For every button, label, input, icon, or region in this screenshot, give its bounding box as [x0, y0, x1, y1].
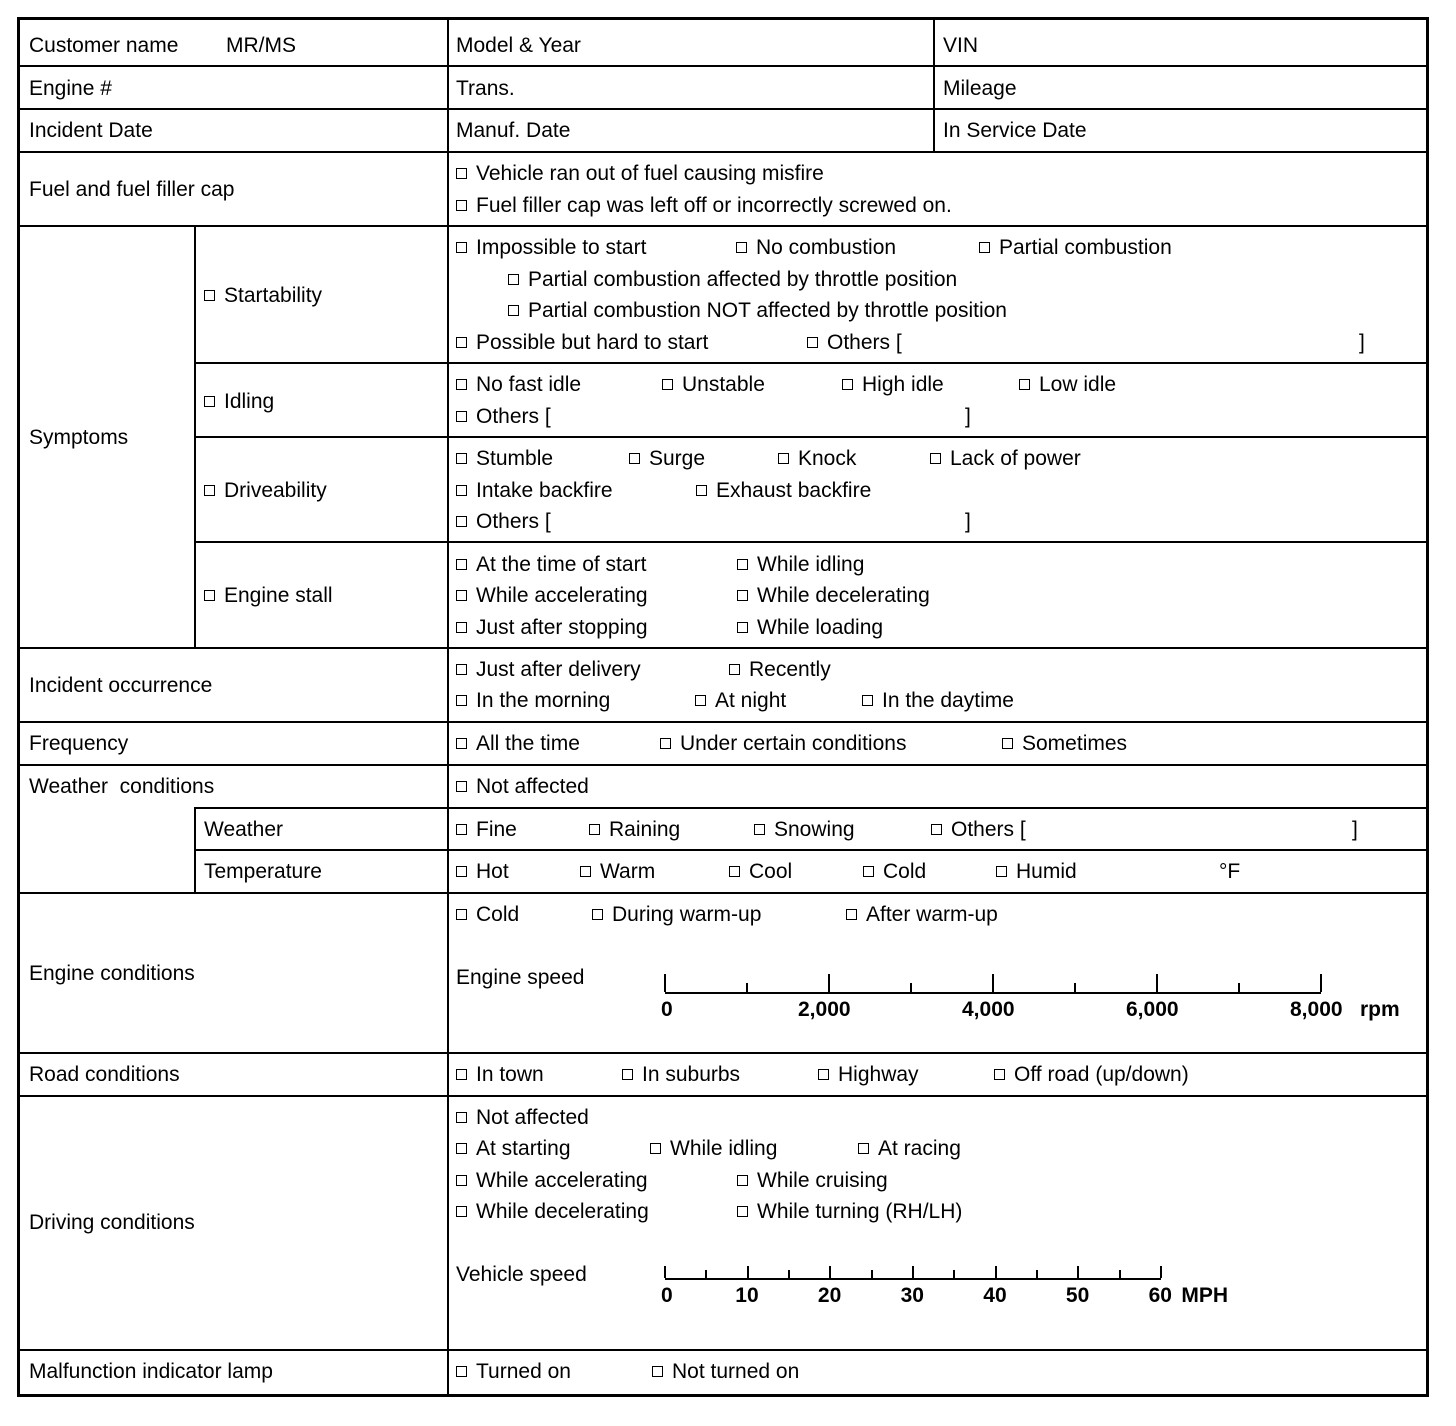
checkbox-icon[interactable] [737, 1175, 748, 1186]
option-label: At night [715, 689, 787, 712]
scale-tick-label: 0 [661, 998, 673, 1021]
checkbox-icon[interactable] [204, 485, 215, 496]
option-label: In suburbs [642, 1063, 741, 1086]
temperature-option[interactable] [580, 860, 655, 884]
option-label: Engine stall [224, 584, 333, 607]
checkbox-icon[interactable] [456, 622, 467, 633]
scale-unit: rpm [1360, 998, 1400, 1021]
scale-unit: MPH [1181, 1284, 1229, 1307]
scale-tick-label: 0 [661, 1284, 673, 1307]
option-label: Vehicle ran out of fuel causing misfire [476, 162, 824, 185]
option-label: Knock [798, 447, 857, 470]
option-label: While accelerating [476, 584, 648, 607]
option-label: Fuel filler cap was left off or incorrectly screwed on. [476, 194, 952, 217]
idling-checkbox[interactable] [204, 390, 274, 414]
rule [19, 892, 1427, 894]
rule [19, 108, 1427, 110]
driving-option[interactable] [737, 1200, 962, 1224]
bracket-close: ] [1359, 331, 1365, 354]
checkbox-icon[interactable] [204, 290, 215, 301]
option-label: Impossible to start [476, 236, 647, 259]
option-label: While idling [757, 553, 865, 576]
checkbox-icon[interactable] [1002, 738, 1013, 749]
option-label: Cold [883, 860, 927, 883]
checkbox-icon[interactable] [204, 396, 215, 407]
checkbox-icon[interactable] [456, 664, 467, 675]
frequency-option[interactable] [1002, 732, 1127, 756]
checkbox-icon[interactable] [858, 1143, 869, 1154]
bracket-close: ] [965, 510, 971, 533]
engine-number-label: Engine # [29, 77, 112, 100]
occurrence-option[interactable] [456, 689, 610, 713]
mileage-label: Mileage [943, 77, 1017, 100]
checkbox-icon[interactable] [456, 1143, 467, 1154]
driving-option[interactable] [737, 1169, 888, 1193]
option-label: Just after delivery [476, 658, 641, 681]
option-label: In the daytime [882, 689, 1014, 712]
option-label: At racing [878, 1137, 961, 1160]
major-tick [1077, 1266, 1079, 1278]
checkbox-icon[interactable] [979, 242, 990, 253]
option-label: Intake backfire [476, 479, 613, 502]
option-label: Not affected [476, 1106, 589, 1129]
driveability-option[interactable] [778, 447, 856, 471]
option-label: Cool [749, 860, 793, 883]
option-label: While idling [670, 1137, 778, 1160]
option-label: Unstable [682, 373, 765, 396]
checkbox-icon[interactable] [846, 909, 857, 920]
checkbox-icon[interactable] [650, 1143, 661, 1154]
checkbox-icon[interactable] [456, 337, 467, 348]
engine-stall-checkbox[interactable] [204, 584, 333, 608]
minor-tick [1074, 983, 1076, 992]
minor-tick [746, 983, 748, 992]
minor-tick [705, 1270, 707, 1278]
checkbox-icon[interactable] [996, 866, 1007, 877]
checkbox-icon[interactable] [589, 824, 600, 835]
option-label: High idle [862, 373, 944, 396]
option-label: While turning (RH/LH) [757, 1200, 963, 1223]
checkbox-icon[interactable] [456, 824, 467, 835]
scale-tick-label: 8,000 [1290, 998, 1343, 1021]
rule [19, 1095, 1427, 1097]
checkbox-icon[interactable] [662, 379, 673, 390]
checkbox-icon[interactable] [778, 453, 789, 464]
weather-not-affected[interactable] [456, 775, 589, 799]
checkbox-icon[interactable] [737, 622, 748, 633]
trans-label: Trans. [456, 77, 515, 100]
rule [19, 151, 1427, 153]
option-label: While accelerating [476, 1169, 648, 1192]
scale-tick-label: 30 [900, 1284, 924, 1307]
minor-tick [1238, 983, 1240, 992]
startability-option[interactable] [508, 299, 1007, 323]
checkbox-icon[interactable] [930, 453, 941, 464]
startability-option[interactable] [736, 236, 896, 260]
checkbox-icon[interactable] [456, 1069, 467, 1080]
weather-conditions-label: Weather conditions [29, 775, 215, 798]
weather-others[interactable] [931, 818, 1026, 842]
customer-name-label: Customer name [29, 34, 179, 57]
in-service-date-label: In Service Date [943, 119, 1087, 142]
driveability-option[interactable] [629, 447, 705, 471]
checkbox-icon[interactable] [863, 866, 874, 877]
checkbox-icon[interactable] [695, 695, 706, 706]
checkbox-icon[interactable] [629, 453, 640, 464]
option-label: At starting [476, 1137, 571, 1160]
rule [447, 19, 449, 1395]
checkbox-icon[interactable] [592, 909, 603, 920]
vehicle-speed-label: Vehicle speed [456, 1263, 587, 1286]
option-label: While decelerating [476, 1200, 649, 1223]
checkbox-icon[interactable] [204, 590, 215, 601]
rule [19, 647, 1427, 649]
option-label: During warm-up [612, 903, 762, 926]
option-label: Partial combustion [999, 236, 1172, 259]
rule [19, 764, 1427, 766]
rule [19, 1052, 1427, 1054]
checkbox-icon[interactable] [456, 1206, 467, 1217]
engine-speed-label: Engine speed [456, 966, 585, 989]
road-option[interactable] [622, 1063, 740, 1087]
driving-conditions-label: Driving conditions [29, 1211, 195, 1234]
driveability-checkbox[interactable] [204, 479, 327, 503]
rule [196, 849, 1427, 851]
frequency-label: Frequency [29, 732, 129, 755]
engine-stall-option[interactable] [456, 616, 648, 640]
option-label: Highway [838, 1063, 919, 1086]
scale-tick-label: 2,000 [798, 998, 851, 1021]
checkbox-icon[interactable] [660, 738, 671, 749]
checkbox-icon[interactable] [456, 168, 467, 179]
checkbox-icon[interactable] [754, 824, 765, 835]
option-label: Possible but hard to start [476, 331, 709, 354]
option-label: Not affected [476, 775, 589, 798]
checkbox-icon[interactable] [736, 242, 747, 253]
option-label: Turned on [476, 1360, 571, 1383]
checkbox-icon[interactable] [456, 379, 467, 390]
checkbox-icon[interactable] [508, 305, 519, 316]
checkbox-icon[interactable] [622, 1069, 633, 1080]
option-label: After warm-up [866, 903, 998, 926]
rule [194, 225, 196, 648]
checkbox-icon[interactable] [696, 485, 707, 496]
incident-date-label: Incident Date [29, 119, 153, 142]
option-label: No fast idle [476, 373, 582, 396]
weather-option[interactable] [754, 818, 855, 842]
engine-option[interactable] [456, 903, 519, 927]
rule [196, 436, 1427, 438]
scale-tick-label: 4,000 [962, 998, 1015, 1021]
weather-option[interactable] [589, 818, 680, 842]
checkbox-icon[interactable] [818, 1069, 829, 1080]
driving-option[interactable] [650, 1137, 777, 1161]
idling-option[interactable] [1019, 373, 1116, 397]
option-label: Low idle [1039, 373, 1117, 396]
checkbox-icon[interactable] [508, 274, 519, 285]
checkbox-icon[interactable] [737, 1206, 748, 1217]
checkbox-icon[interactable] [456, 485, 467, 496]
checkbox-icon[interactable] [456, 453, 467, 464]
occurrence-option[interactable] [456, 658, 641, 682]
rule [19, 65, 1427, 67]
scale-tick-label: 50 [1065, 1284, 1090, 1307]
scale-tick-label: 40 [983, 1284, 1007, 1307]
major-tick [912, 1266, 914, 1278]
driving-option[interactable] [456, 1200, 649, 1224]
driveability-others[interactable] [456, 510, 551, 534]
major-tick [828, 974, 830, 992]
major-tick [829, 1266, 831, 1278]
checkbox-icon[interactable] [456, 242, 467, 253]
checkbox-icon[interactable] [580, 866, 591, 877]
mil-option[interactable] [652, 1360, 799, 1384]
option-label: No combustion [756, 236, 897, 259]
checkbox-icon[interactable] [842, 379, 853, 390]
model-year-label: Model & Year [456, 34, 581, 57]
option-label: Just after stopping [476, 616, 648, 639]
weather-label: Weather [204, 818, 283, 841]
option-label: Driveability [224, 479, 327, 502]
checkbox-icon[interactable] [456, 866, 467, 877]
option-label: Stumble [476, 447, 554, 470]
engine-stall-option[interactable] [737, 616, 883, 640]
engine-option[interactable] [846, 903, 998, 927]
incident-occurrence-label: Incident occurrence [29, 674, 213, 697]
driving-option[interactable] [456, 1169, 648, 1193]
checkbox-icon[interactable] [456, 200, 467, 211]
checkbox-icon[interactable] [456, 1112, 467, 1123]
option-label: Not turned on [672, 1360, 800, 1383]
scale-tick-label: 20 [817, 1284, 842, 1307]
option-label: Others [ [476, 405, 551, 428]
minor-tick [1119, 1270, 1121, 1278]
scale-tick-label: 60 [1148, 1284, 1172, 1307]
checkbox-icon[interactable] [737, 559, 748, 570]
major-tick [747, 1266, 749, 1278]
vin-label: VIN [943, 34, 979, 57]
temperature-option[interactable] [456, 860, 509, 884]
minor-tick [953, 1270, 955, 1278]
major-tick [992, 974, 994, 992]
major-tick [995, 1266, 997, 1278]
rule [19, 721, 1427, 723]
option-label: Exhaust backfire [716, 479, 872, 502]
option-label: While loading [757, 616, 884, 639]
option-label: Lack of power [950, 447, 1081, 470]
option-label: Others [ [476, 510, 551, 533]
idling-others[interactable] [456, 405, 551, 429]
driving-option[interactable] [456, 1106, 589, 1130]
checkbox-icon[interactable] [729, 664, 740, 675]
engine-stall-option[interactable] [737, 584, 930, 608]
option-label: Under certain conditions [680, 732, 907, 755]
option-label: Humid [1016, 860, 1077, 883]
rule [19, 225, 1427, 227]
driving-option[interactable] [858, 1137, 961, 1161]
engine-option[interactable] [592, 903, 761, 927]
checkbox-icon[interactable] [862, 695, 873, 706]
idling-option[interactable] [456, 373, 581, 397]
mil-label: Malfunction indicator lamp [29, 1360, 273, 1383]
scale-baseline [665, 992, 1321, 994]
checkbox-icon[interactable] [737, 590, 748, 601]
option-label: Startability [224, 284, 323, 307]
rule [194, 807, 196, 893]
temperature-label: Temperature [204, 860, 322, 883]
option-label: Hot [476, 860, 509, 883]
option-label: Off road (up/down) [1014, 1063, 1189, 1086]
rule [933, 19, 935, 152]
bracket-close: ] [1352, 818, 1358, 841]
option-label: Fine [476, 818, 517, 841]
occurrence-option[interactable] [695, 689, 786, 713]
option-label: While cruising [757, 1169, 888, 1192]
frequency-option[interactable] [660, 732, 906, 756]
scale-tick-label: 10 [735, 1284, 759, 1307]
symptoms-label: Symptoms [29, 426, 129, 449]
option-label: While decelerating [757, 584, 930, 607]
temperature-option[interactable] [996, 860, 1077, 884]
minor-tick [910, 983, 912, 992]
startability-option[interactable] [456, 236, 646, 260]
checkbox-icon[interactable] [456, 1175, 467, 1186]
driveability-option[interactable] [930, 447, 1081, 471]
major-tick [1320, 974, 1322, 992]
option-label: Surge [649, 447, 706, 470]
temperature-option[interactable] [863, 860, 926, 884]
bracket-close: ] [965, 405, 971, 428]
option-label: Others [ [951, 818, 1026, 841]
weather-option[interactable] [456, 818, 517, 842]
fuel-option[interactable] [456, 162, 824, 186]
idling-option[interactable] [842, 373, 944, 397]
checkbox-icon[interactable] [1019, 379, 1030, 390]
temperature-unit: °F [1219, 860, 1241, 883]
option-label: Partial combustion NOT affected by throttle position [528, 299, 1007, 322]
temperature-option[interactable] [729, 860, 792, 884]
checkbox-icon[interactable] [456, 559, 467, 570]
checkbox-icon[interactable] [456, 411, 467, 422]
scale-baseline [665, 1278, 1161, 1280]
major-tick [1160, 1266, 1162, 1278]
option-label: Sometimes [1022, 732, 1128, 755]
minor-tick [1036, 1270, 1038, 1278]
rule [196, 362, 1427, 364]
startability-others[interactable] [807, 331, 902, 355]
minor-tick [871, 1270, 873, 1278]
driveability-option[interactable] [456, 479, 613, 503]
road-conditions-label: Road conditions [29, 1063, 180, 1086]
option-label: Cold [476, 903, 520, 926]
checkbox-icon[interactable] [456, 781, 467, 792]
checkbox-icon[interactable] [931, 824, 942, 835]
option-label: Warm [600, 860, 656, 883]
driveability-option[interactable] [456, 447, 553, 471]
checkbox-icon[interactable] [456, 909, 467, 920]
rule [196, 807, 1427, 809]
option-label: Partial combustion affected by throttle position [528, 268, 958, 291]
option-label: At the time of start [476, 553, 647, 576]
option-label: Others [ [827, 331, 902, 354]
driveability-option[interactable] [696, 479, 871, 503]
option-label: Raining [609, 818, 681, 841]
mil-option[interactable] [456, 1360, 571, 1384]
minor-tick [788, 1270, 790, 1278]
checkbox-icon[interactable] [807, 337, 818, 348]
option-label: Recently [749, 658, 831, 681]
engine-stall-option[interactable] [456, 584, 648, 608]
checkbox-icon[interactable] [729, 866, 740, 877]
road-option[interactable] [818, 1063, 919, 1087]
scale-tick-label: 6,000 [1126, 998, 1179, 1021]
engine-stall-option[interactable] [456, 553, 646, 577]
major-tick [664, 1266, 666, 1278]
occurrence-option[interactable] [862, 689, 1014, 713]
startability-checkbox[interactable] [204, 284, 322, 308]
option-label: Idling [224, 390, 275, 413]
startability-option[interactable] [979, 236, 1172, 260]
major-tick [664, 974, 666, 992]
checkbox-icon[interactable] [994, 1069, 1005, 1080]
road-option[interactable] [994, 1063, 1189, 1087]
mr-ms-label: MR/MS [226, 34, 296, 57]
checkbox-icon[interactable] [456, 516, 467, 527]
engine-conditions-label: Engine conditions [29, 962, 195, 985]
road-option[interactable] [456, 1063, 544, 1087]
checkbox-icon[interactable] [652, 1366, 663, 1377]
rule [196, 541, 1427, 543]
startability-option[interactable] [456, 331, 708, 355]
idling-option[interactable] [662, 373, 765, 397]
fuel-label: Fuel and fuel filler cap [29, 178, 235, 201]
checkbox-icon[interactable] [456, 590, 467, 601]
option-label: In town [476, 1063, 544, 1086]
checkbox-icon[interactable] [456, 1366, 467, 1377]
driving-option[interactable] [456, 1137, 571, 1161]
option-label: In the morning [476, 689, 611, 712]
rule [19, 1349, 1427, 1351]
manuf-date-label: Manuf. Date [456, 119, 571, 142]
option-label: Snowing [774, 818, 855, 841]
checkbox-icon[interactable] [456, 738, 467, 749]
frequency-option[interactable] [456, 732, 580, 756]
option-label: All the time [476, 732, 580, 755]
major-tick [1156, 974, 1158, 992]
occurrence-option[interactable] [729, 658, 831, 682]
fuel-option[interactable] [456, 194, 952, 218]
engine-stall-option[interactable] [737, 553, 864, 577]
startability-option[interactable] [508, 268, 957, 292]
checkbox-icon[interactable] [456, 695, 467, 706]
